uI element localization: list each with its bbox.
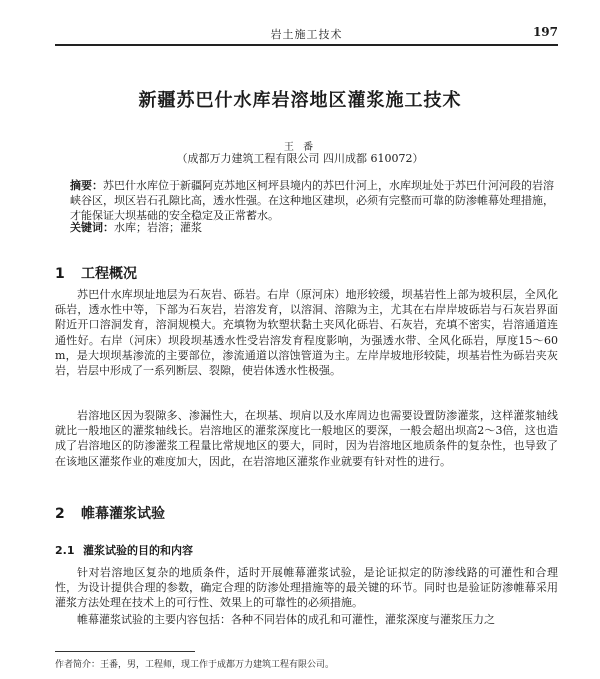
running-header <box>55 26 558 42</box>
keywords-label: 关键词： <box>70 221 114 234</box>
header-divider <box>55 44 558 46</box>
subsection-title: 灌浆试验的目的和内容 <box>83 544 193 557</box>
paragraph: 针对岩溶地区复杂的地质条件，适时开展帷幕灌浆试验，是论证拟定的防渗线路的可灌性和合理性，为设计提供合理的参数，确定合理的防渗处理措施等的最关键的环节。同时也是验证防渗帷幕采用灌浆方法处理在技术上的可行性、效果上的可靠性的必须措施。 <box>55 566 558 610</box>
journal-name: 岩土施工技术 <box>270 28 343 41</box>
section-number: 1 <box>55 266 65 282</box>
keywords <box>70 219 558 235</box>
paragraph: 帷幕灌浆试验的主要内容包括：各种不同岩体的成孔和可灌性，灌浆深度与灌浆压力之 <box>77 613 495 626</box>
author-footnote: 作者简介：王番，男，工程师，现工作于成都万力建筑工程有限公司。 <box>55 660 335 670</box>
abstract-text: 苏巴什水库位于新疆阿克苏地区柯坪县境内的苏巴什河上，水库坝址处于苏巴什河河段的岩溶峡谷区，坝区岩石孔隙比高，透水性强。在这种地区建坝，必须有完整而可靠的防渗帷幕处理措施，才能保证大坝基础的安全稳定及正常蓄水。 <box>70 179 554 222</box>
abstract <box>70 178 558 223</box>
section-title: 帷幕灌浆试验 <box>81 506 165 522</box>
section-number: 2 <box>55 506 65 522</box>
article-title: 新疆苏巴什水库岩溶地区灌浆施工技术 <box>138 90 462 111</box>
keywords-text: 水库；岩溶；灌浆 <box>114 221 202 234</box>
section-title: 工程概况 <box>81 266 137 282</box>
abstract-label: 摘要： <box>70 179 103 192</box>
author-name: 王 番 <box>283 142 317 153</box>
subsection-heading <box>55 542 193 558</box>
footnote-divider <box>55 651 195 652</box>
subsection-number: 2.1 <box>55 544 75 557</box>
section-heading-2 <box>55 503 165 523</box>
paragraph: 岩溶地区因为裂隙多、渗漏性大，在坝基、坝肩以及水库周边也需要设置防渗灌浆，这样灌浆轴线就比一般地区的灌浆轴线长。岩溶地区的灌浆深度比一般地区的要深，一般会超出坝高2～3倍，这也造成了岩溶地区的防渗灌浆工程量比常规地区的要大，同时，因为岩溶地区地质条件的复杂性，也导致了在该地区灌浆作业的难度加大，因此，在岩溶地区灌浆作业就要有针对性的进行。 <box>55 409 558 468</box>
author-affiliation: （成都万力建筑工程有限公司 四川成都 610072） <box>176 152 424 165</box>
section-heading-1 <box>55 263 137 283</box>
page-number: 197 <box>532 25 558 39</box>
paragraph: 苏巴什水库坝址地层为石灰岩、砾岩。右岸（原河床）地形较缓，坝基岩性上部为坡积层，全风化砾岩，透水性中等，下部为石灰岩，岩溶发育，以溶洞、溶隙为主，尤其在右岸岸坡砾岩与石灰岩界面附近开口溶洞发育，溶洞规模大。充填物为软塑状黏土夹风化砾岩、石灰岩，充填不密实，岩溶通道连通性好。右岸（河床）坝段坝基透水性受岩溶发育程度影响，为强透水带、全风化砾岩，厚度15～60 m，是大坝坝基渗流的主要部位，渗流通道以溶蚀管道为主。左岸岸坡地形较陡，坝基岩性为砾岩夹灰岩，岩层中形成了一系列断层、裂隙，使岩体透水性极强。 <box>55 288 558 378</box>
